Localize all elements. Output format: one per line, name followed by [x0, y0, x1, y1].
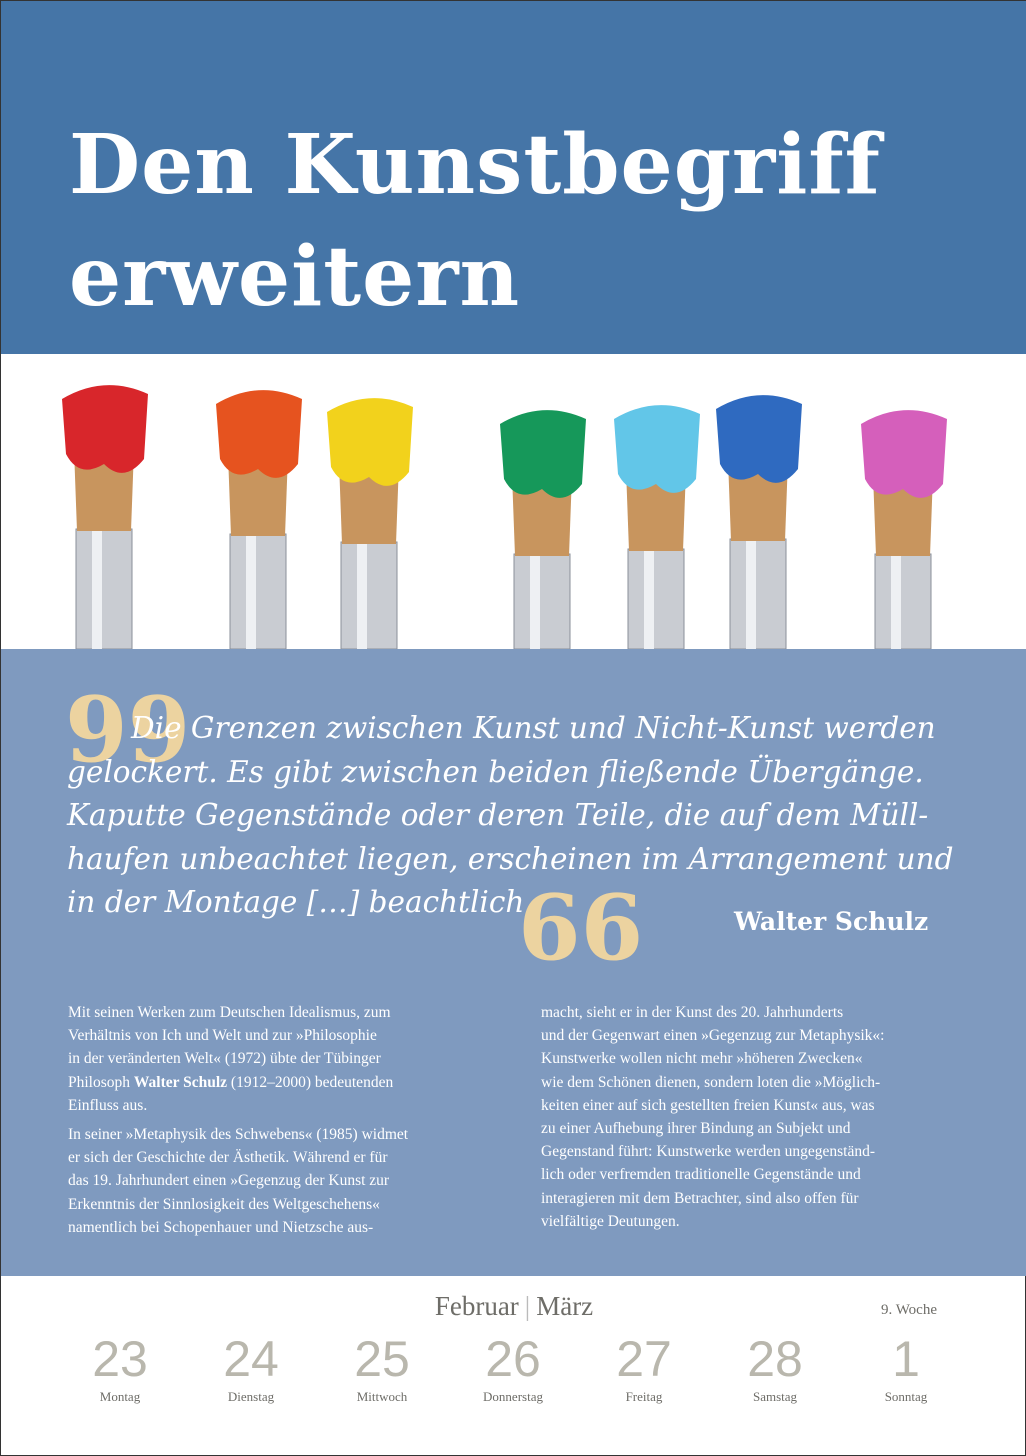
close-quote-mark-icon: 66 — [518, 875, 644, 981]
title-line-2: erweitern — [69, 229, 521, 325]
brush-ferrule-shine — [746, 539, 756, 649]
page-title — [69, 109, 881, 333]
brush-ferrule-shine — [92, 529, 102, 649]
paintbrush-pink — [861, 410, 947, 649]
text-line: zu einer Aufhebung ihrer Bindung an Subjekt und — [541, 1120, 851, 1138]
text-line: vielfältige Deutungen. — [541, 1212, 680, 1230]
text-line: das 19. Jahrhundert einen »Gegenzug der Kunst zur — [68, 1172, 390, 1190]
brush-ferrule-shine — [530, 554, 540, 649]
day-number: 25 — [354, 1331, 410, 1387]
person-name: Walter Schulz — [133, 1073, 228, 1091]
paint-blob — [62, 385, 148, 473]
paintbrush-orange — [216, 390, 302, 649]
paintbrush-light-blue — [614, 405, 700, 649]
month-header — [1, 1291, 1026, 1322]
brush-ferrule — [875, 554, 931, 649]
text-span: Philosoph — [68, 1073, 134, 1091]
text-line: In seiner »Metaphysik des Schwebens« (1985) widmet — [68, 1126, 409, 1144]
text-line: keiten einer auf sich gestellten freien Kunst« aus, was — [541, 1096, 875, 1114]
weekday-label: Sonntag — [884, 1389, 928, 1404]
paint-blob — [327, 398, 413, 486]
paintbrush-yellow — [327, 398, 413, 649]
brush-ferrule — [230, 534, 286, 649]
text-line: Einfluss aus. — [68, 1096, 148, 1114]
paragraph — [68, 1001, 488, 1117]
paintbrush-blue — [716, 395, 802, 649]
quote-text — [67, 707, 954, 925]
text-line: Verhältnis von Ich und Welt und zur »Philosophie — [68, 1027, 377, 1045]
brush-ferrule — [730, 539, 786, 649]
weekday-label: Samstag — [752, 1389, 798, 1404]
day-number: 1 — [892, 1331, 920, 1387]
day-cell — [60, 1329, 180, 1405]
text-line: macht, sieht er in der Kunst des 20. Jahrhunderts — [541, 1004, 844, 1021]
weekday-label: Donnerstag — [483, 1389, 543, 1404]
body-column-1 — [68, 1001, 488, 1245]
brush-ferrule-shine — [644, 549, 654, 649]
paragraph — [68, 1123, 488, 1239]
text-line: Kunstwerke wollen nicht mehr »höheren Zwecken« — [541, 1050, 863, 1068]
day-cell — [584, 1329, 704, 1405]
text-line: wie dem Schönen dienen, sondern loten die »Möglich- — [541, 1073, 881, 1091]
month-label: März — [536, 1291, 594, 1321]
paintbrushes-photo — [1, 354, 1026, 649]
text-line — [68, 1071, 488, 1094]
paintbrush-red — [62, 385, 148, 649]
month-separator: | — [524, 1291, 531, 1321]
text-line: lich oder verfremden traditionelle Gegenstände und — [541, 1166, 861, 1184]
paint-blob — [716, 395, 802, 483]
quote-line: Die Grenzen zwischen Kunst und Nicht-Kunst werden — [131, 711, 936, 745]
text-line: in der veränderten Welt« (1972) übte der Tübinger — [68, 1050, 381, 1068]
day-number: 27 — [616, 1331, 672, 1387]
title-banner — [1, 1, 1026, 354]
open-quote-mark-icon: 99 — [65, 677, 191, 783]
day-cell — [453, 1329, 573, 1405]
day-cell — [715, 1329, 835, 1405]
week-number: 9. Woche — [880, 1302, 937, 1318]
weekday-label: Montag — [99, 1389, 141, 1404]
paint-blob — [216, 390, 302, 478]
title-line-1: Den Kunstbegriff — [69, 117, 881, 213]
brush-ferrule — [514, 554, 570, 649]
paintbrushes-illustration — [1, 354, 1026, 649]
paintbrush-green — [500, 410, 586, 649]
day-number: 24 — [223, 1331, 279, 1387]
quote-line: in der Montage […] beachtlich. — [67, 885, 534, 919]
text-line: Mit seinen Werken zum Deutschen Idealismus, zum — [68, 1004, 391, 1021]
text-line: er sich der Geschichte der Ästhetik. Während er für — [68, 1149, 388, 1167]
quote-line: gelockert. Es gibt zwischen beiden fließende Übergänge. — [67, 754, 924, 789]
brush-ferrule-shine — [357, 542, 367, 649]
quote-line: Kaputte Gegenstände oder deren Teile, die auf dem Müll- — [67, 798, 929, 832]
text-line: namentlich bei Schopenhauer und Nietzsche aus- — [68, 1218, 374, 1236]
weekday-label: Dienstag — [227, 1389, 275, 1404]
day-number: 23 — [92, 1331, 148, 1387]
brush-ferrule-shine — [246, 534, 256, 649]
body-column-2 — [541, 1001, 971, 1239]
paint-blob — [861, 410, 947, 498]
weekday-label: Mittwoch — [356, 1389, 408, 1404]
text-line: und der Gegenwart einen »Gegenzug zur Metaphysik«: — [541, 1027, 885, 1045]
month-label: Februar — [434, 1291, 519, 1321]
brush-ferrule — [628, 549, 684, 649]
day-cell — [846, 1329, 966, 1405]
brush-ferrule — [341, 542, 397, 649]
day-cell — [191, 1329, 311, 1405]
paragraph — [541, 1001, 971, 1233]
brush-ferrule — [76, 529, 132, 649]
quote-author: Walter Schulz — [734, 907, 929, 936]
quote-line: haufen unbeachtet liegen, erscheinen im Arrangement und — [67, 841, 954, 876]
text-line: Gegenstand führt: Kunstwerke werden ungegenständ- — [541, 1143, 876, 1161]
text-line: interagieren mit dem Betrachter, sind also offen für — [541, 1189, 859, 1207]
day-number: 26 — [485, 1331, 541, 1387]
weekday-label: Freitag — [625, 1389, 663, 1404]
day-cell — [322, 1329, 442, 1405]
paint-blob — [614, 405, 700, 493]
paint-blob — [500, 410, 586, 498]
text-span: (1912–2000) bedeutenden — [227, 1073, 394, 1091]
brush-ferrule-shine — [891, 554, 901, 649]
text-line: Erkenntnis der Sinnlosigkeit des Weltgeschehens« — [68, 1195, 380, 1213]
day-number: 28 — [747, 1331, 803, 1387]
